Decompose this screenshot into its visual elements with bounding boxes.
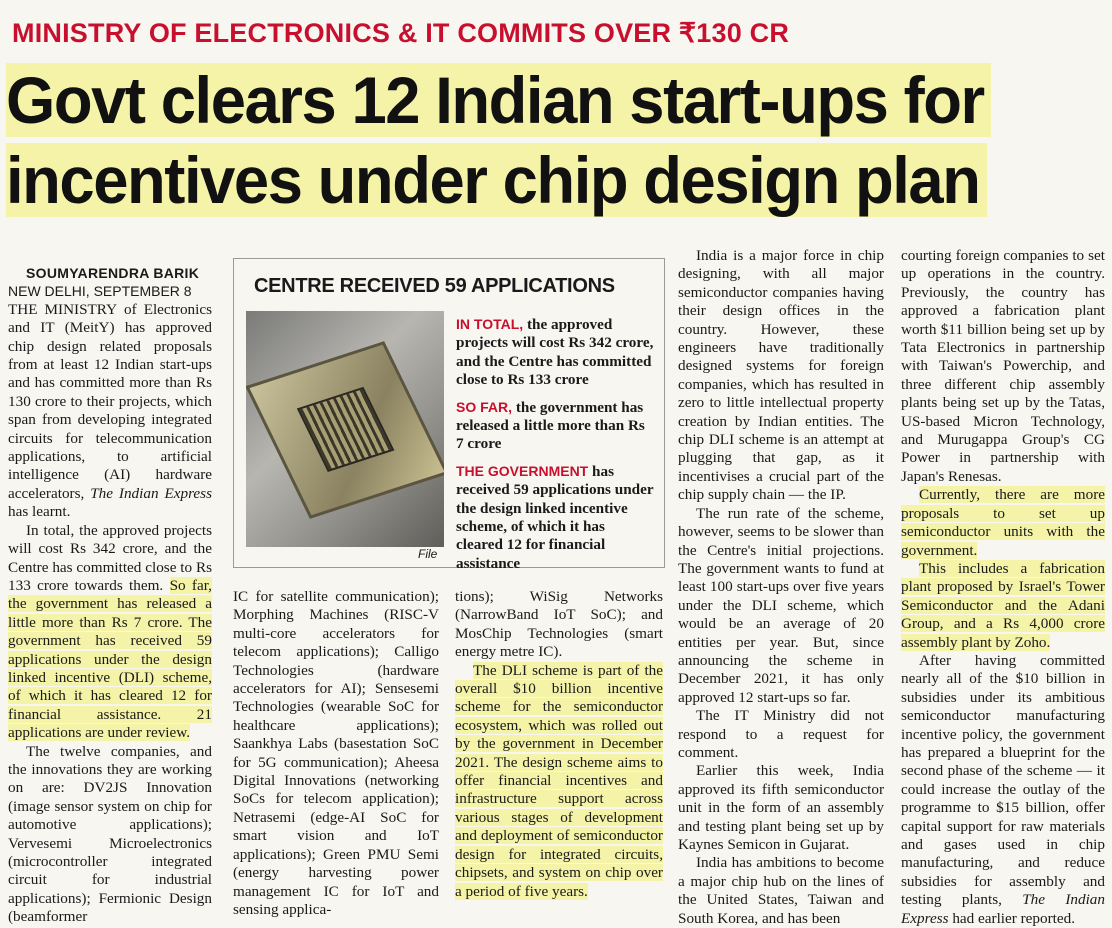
headline-line-2: incentives under chip design plan	[6, 143, 987, 217]
kicker-headline: MINISTRY OF ELECTRONICS & IT COMMITS OVER ₹130 CR	[12, 18, 790, 48]
paragraph: tions); WiSig Networks (NarrowBand IoT SoC); and MosChip Technologies (smart energy metre IC).	[455, 588, 663, 661]
info-box	[233, 258, 665, 572]
headline	[6, 60, 1062, 220]
photo-caption: File	[418, 547, 438, 561]
paragraph: Earlier this week, India approved its fifth semiconductor unit in the form of an assembly and testing plant being set up by Kaynes Semicon in Gujarat.	[678, 762, 884, 853]
paragraph: The DLI scheme is part of the overall $10 billion incentive scheme for the semiconductor ecosystem, which was rolled out by the government in December 2021. The design scheme aims to offer financial incentives and infrastructure support across various stages of development and deployment of semiconductor design for integrated circuits, chipsets, and system on chip over a period of five years.	[455, 661, 663, 900]
column-5	[901, 247, 1105, 928]
paragraph: IC for satellite communication); Morphing Machines (RISC-V multi-core accelerators for telecom applications); Calligo Technologies (hardware accelerators for AI); Sensesemi Technologies (wearable SoC for healthcare applications); Saankhya Labs (basestation SoC for 5G communication); Aheesa Digital Innovations (networking SoCs for telecom application); Netrasemi (edge-AI SoC for smart vision and IoT applications); Green PMU Semi (energy harvesting power management IC for IoT and sensing applica-	[233, 588, 439, 918]
info-point: IN TOTAL, the approved projects will cost Rs 342 crore, and the Centre has committed close to Rs 133 crore	[456, 316, 654, 389]
info-point: SO FAR, the government has released a little more than Rs 7 crore	[456, 398, 645, 453]
dateline: NEW DELHI, SEPTEMBER 8	[8, 283, 192, 300]
paragraph: courting foreign companies to set up operations in the country. Previously, the country has approved a fabrication plant worth $11 billion being set up by Tata Electronics in partnership with Taiwan's Powerchip, and three different chip assembly plants being set up by the Tatas, US-based Micron Technology, and Murugappa Group's CG Power in partnership with Japan's Renesas.	[901, 247, 1105, 485]
paragraph: THE MINISTRY of Electronics and IT (MeitY) has approved chip design related proposals from at least 12 Indian start-ups and has committed more than Rs 130 crore to their projects, which span from developing integrated circuits for telecommunication applications, to artificial intelligence (AI) hardware accelerators, The Indian Express has learnt.	[8, 300, 213, 521]
column-1	[8, 264, 212, 927]
chip-photo	[246, 311, 444, 547]
paragraph: This includes a fabrication plant proposed by Israel's Tower Semiconductor and the Adani Group, and a Rs 4,000 crore assembly plant by Zoho.	[901, 559, 1105, 651]
paragraph: In total, the approved projects will cost Rs 342 crore, and the Centre has committed close to Rs 133 crore towards them. So far, the government has released a little more than Rs 7 crore. The government has received 59 applications under the design linked incentive (DLI) scheme, of which it has cleared 12 for financial assistance. 21 applications are under review.	[8, 521, 212, 742]
column-2	[233, 588, 439, 919]
paragraph: The IT Ministry did not respond to a request for comment.	[678, 707, 884, 761]
info-box-points	[456, 315, 654, 581]
paragraph: India has ambitions to become a major chip hub on the lines of the United States, Taiwan and South Korea, and has been	[678, 854, 884, 927]
column-4	[678, 247, 884, 928]
paragraph: The twelve companies, and the innovations they are working on are: DV2JS Innovation (image sensor system on chip for automotive applications); Vervesemi Microelectronics (microcontroller integrated circuit for industrial applications); Fermionic Design (beamformer	[8, 742, 212, 926]
headline-line-1: Govt clears 12 Indian start-ups for	[6, 63, 991, 137]
paragraph: After having committed nearly all of the $10 billion in subsidies under its ambitious semiconductor manufacturing incentive policy, the government has prepared a blueprint for the second phase of the scheme — it could increase the outlay of the programme to $15 billion, offer capital support for raw materials and gases used in chip manufacturing, and reduce subsidies for assembly and testing plants, The Indian Express had earlier reported.	[901, 651, 1105, 927]
paragraph: India is a major force in chip designing, with all major semiconductor companies having their design offices in the country. However, these engineers have traditionally designed systems for foreign companies, which has resulted in zero to little intellectual property creation by Indian entities. The chip DLI scheme is an attempt at plugging that gap, as it incentivises a crucial part of the chip supply chain — the IP.	[678, 247, 884, 504]
column-3	[455, 588, 663, 901]
paragraph: The run rate of the scheme, however, seems to be slower than the Centre's initial projections. The government wants to fund at least 100 start-ups over five years under the DLI scheme, which would be an average of 20 entities per year. But, since announcing the scheme in December 2021, it has only approved 12 start-ups so far.	[678, 504, 884, 706]
paragraph: Currently, there are more proposals to set up semiconductor units with the government.	[901, 486, 1105, 559]
info-box-title: CENTRE RECEIVED 59 APPLICATIONS	[254, 275, 615, 297]
info-point: THE GOVERNMENT has received 59 applications under the design linked incentive scheme, of which it has cleared 12 for financial assistance	[456, 462, 654, 572]
byline: SOUMYARENDRA BARIK	[26, 265, 200, 281]
